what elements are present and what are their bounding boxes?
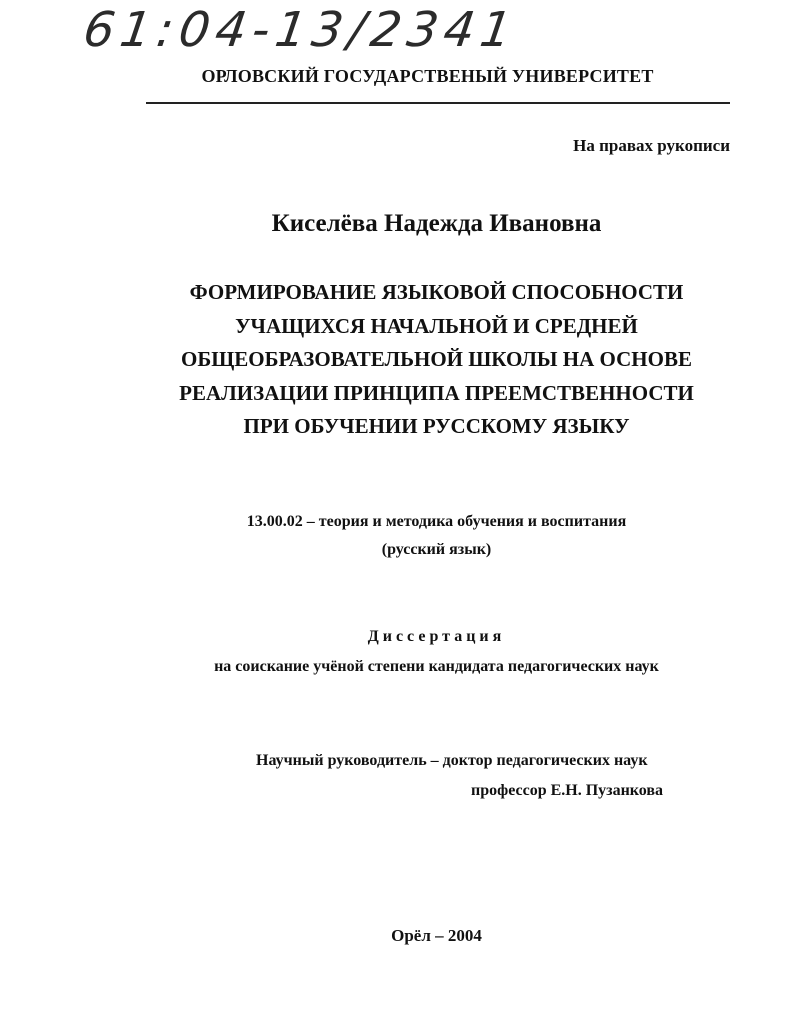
title-line: РЕАЛИЗАЦИИ ПРИНЦИПА ПРЕЕМСТВЕННОСТИ bbox=[179, 380, 694, 405]
city-year: Орёл – 2004 bbox=[391, 926, 482, 945]
title-line: ФОРМИРОВАНИЕ ЯЗЫКОВОЙ СПОСОБНОСТИ bbox=[189, 280, 684, 304]
rights-note: На правах рукописи bbox=[573, 136, 730, 155]
specialty-code: 13.00.02 – теория и методика обучения и воспитания bbox=[246, 513, 627, 530]
dissertation-title bbox=[0, 276, 799, 444]
advisor-block bbox=[256, 746, 663, 806]
specialty-subject: (русский язык) bbox=[381, 541, 492, 558]
specialty-block bbox=[0, 508, 799, 564]
university-name: ОРЛОВСКИЙ ГОСУДАРСТВЕНЫЙ УНИВЕРСИТЕТ bbox=[201, 66, 654, 86]
dissertation-label: Диссертация bbox=[367, 628, 506, 645]
title-line: ОБЩЕОБРАЗОВАТЕЛЬНОЙ ШКОЛЫ НА ОСНОВЕ bbox=[181, 347, 692, 371]
author-name: Киселёва Надежда Ивановна bbox=[271, 210, 602, 237]
header-divider bbox=[146, 102, 730, 104]
handwritten-catalog-number: 61:04-13/2341 bbox=[80, 2, 521, 58]
advisor-title: Научный руководитель – доктор педагогических наук bbox=[256, 752, 648, 769]
title-line: ПРИ ОБУЧЕНИИ РУССКОМУ ЯЗЫКУ bbox=[243, 414, 630, 438]
advisor-name: профессор Е.Н. Пузанкова bbox=[471, 782, 664, 799]
title-line: УЧАЩИХСЯ НАЧАЛЬНОЙ И СРЕДНЕЙ bbox=[235, 313, 638, 338]
degree-line: на соискание учёной степени кандидата педагогических наук bbox=[214, 658, 659, 675]
